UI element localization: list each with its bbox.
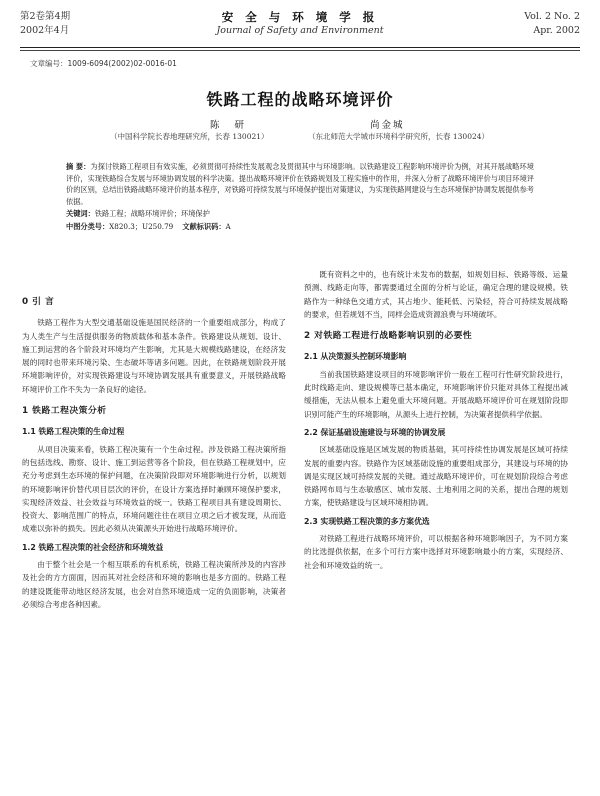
author-2: 尚金城: [370, 120, 405, 131]
affiliations: [0, 131, 600, 143]
section-2-2-title: 2.2 保证基础设施建设与环境的协调发展: [304, 427, 446, 437]
date-en: Apr. 2002: [533, 25, 580, 36]
doc-code-label: 文献标识码：: [182, 221, 226, 231]
section-2-3-paragraph: 对铁路工程进行战略环境评价，可以根据各种环境影响因子，为不同方案的比选提供依据，在多个可行方案中选择对环境影响最小的方案，实现经济、社会和环境效益的统一。: [304, 534, 568, 570]
section-2-1-paragraph: 当前我国铁路建设项目的环境影响评价一般在工程可行性研究阶段进行，此时线路走向、建设规模等已基本确定，环境影响评价只能对具体工程提出减缓措施，无法从根本上避免重大环境问题。开展战略环境评价可在规划阶段即识别可能产生的环境影响，从源头上进行控制，为决策者提供科学依据。: [304, 369, 568, 419]
affiliation-2: （东北师范大学城市环境科学研究所，长春 130024）: [308, 132, 490, 141]
header-right: [524, 10, 580, 38]
section-1-title: 1 铁路工程决策分析: [22, 406, 107, 417]
keywords-line: [66, 208, 534, 220]
right-column: [304, 268, 568, 572]
section-2-3-title: 2.3 实现铁路工程决策的多方案优选: [304, 516, 430, 526]
section-2-2-paragraph: 区域基础设施是区域发展的物质基础，其可持续性协调发展是区域可持续发展的重要内容。铁路作为区域基础设施的重要组成部分，其建设与环境的协调是实现区域可持续发展的关键。通过战略环境评价，可在规划阶段综合考虑铁路网布局与生态敏感区、城市发展、土地利用之间的关系，提出合理的规划方案，使铁路建设与区域环境相协调。: [304, 445, 568, 508]
date-line: 2002年4月: [20, 25, 70, 36]
section-0-title: 0 引 言: [22, 297, 55, 307]
header-rule: [20, 47, 580, 48]
journal-header: [20, 10, 580, 52]
continued-paragraph: 既有资料之中的，也有统计未发布的数据，如规划目标、铁路等级、运量预测、线路走向等，都需要通过全面的分析与论证，确定合理的建设规模。铁路作为一种绿色交通方式，其占地少、能耗低、污染轻，符合可持续发展战略的要求，但若规划不当，同样会造成资源浪费与环境破坏。: [304, 270, 568, 319]
journal-name-cn: 安 全 与 环 境 学 报: [221, 10, 379, 24]
classification-line: [66, 221, 534, 233]
section-1-1-paragraph: 从项目决策来看，铁路工程决策有一个生命过程。涉及铁路工程决策所指的包括选线、勘察、设计、施工到运营等各个阶段，但在铁路工程规划中，应充分考虑到生态环境的保护问题，在决策阶段即对环境影响进行分析，以规划的环境影响评价替代项目层次的评价，在设计方案选择时兼顾环境保护要求，实现经济效益、社会效益与环境效益的统一。铁路工程项目具有建设周期长、投资大、影响范围广的特点，环境问题往往在项目立项之后才被发现，从而造成难以弥补的损失。因此必须从决策源头开始进行战略环境评价。: [22, 444, 286, 534]
section-1-1-title: 1.1 铁路工程决策的生命过程: [22, 427, 125, 437]
clc-label: 中图分类号：: [66, 221, 110, 231]
section-1-2-paragraph: 由于整个社会是一个相互联系的有机系统，铁路工程决策所涉及的内容涉及社会的方方面面，因而其对社会经济和环境的影响也是多方面的。铁路工程的建设既能带动地区经济发展，也会对自然环境造成一定的负面影响，决策者必须综合考虑各种因素。: [22, 560, 286, 609]
abstract-label: 摘 要：: [66, 162, 91, 171]
section-2-title: 2 对铁路工程进行战略影响识别的必要性: [304, 331, 473, 342]
abstract-body: [66, 161, 534, 207]
header-rule-thin: [20, 50, 580, 51]
volume-en: Vol. 2 No. 2: [524, 11, 580, 22]
doc-code: A: [225, 221, 231, 231]
section-1-2-title: 1.2 铁路工程决策的社会经济和环境效益: [22, 542, 164, 552]
affiliation-1: （中国科学院长春地理研究所，长春 130021）: [110, 132, 269, 141]
abstract-text: 为探讨铁路工程项目有效实施，必须贯彻可持续性发展观念及贯彻其中与环境影响。以铁路建设工程影响环境评价为例，对其开展战略环境评价，实现铁路综合发展与环境协调发展的科学决策。提出战略环境评价在铁路规划及工程实施中的作用，并深入分析了战略环境评价与项目环境评价的区别，总结出铁路战略环境评价的基本程序，对铁路可持续发展与环境保护提出对策建议，为实现铁路网建设与生态环境保护协调发展提供参考依据。: [66, 162, 534, 206]
keywords-label: 关键词：: [66, 209, 95, 219]
issue-line: 第2卷第4期: [20, 11, 71, 22]
section-0-paragraph: 铁路工程作为大型交通基础设施是国民经济的一个重要组成部分，构成了为人类生产与生活提供服务的物质载体和基本条件。铁路建设从规划、设计、施工到运营的各个阶段对环境均产生影响，尤其是大规模线路建设，在经济发展的同时也带来环境污染、生态破坏等诸多问题。因此，在铁路规划阶段开展环境影响评价，对实现铁路建设与环境协调发展具有重要意义，开展铁路战略环境评价工作不失为一条良好的途径。: [22, 318, 286, 394]
article-number: 文章编号：1009-6094(2002)02-0016-01: [30, 59, 177, 68]
paper-title: 铁路工程的战略环境评价: [206, 90, 394, 109]
journal-name-en: Journal of Safety and Environment: [216, 25, 384, 36]
abstract: [66, 160, 534, 233]
header-center: [20, 10, 580, 38]
section-2-1-title: 2.1 从决策源头控制环境影响: [304, 352, 407, 362]
author-1: 陈 研: [210, 120, 251, 131]
keywords: 铁路工程；战略环境评价；环境保护: [94, 209, 210, 219]
left-column: [22, 287, 286, 611]
authors: [0, 117, 600, 129]
clc-number: X820.3；U250.79: [109, 221, 174, 231]
